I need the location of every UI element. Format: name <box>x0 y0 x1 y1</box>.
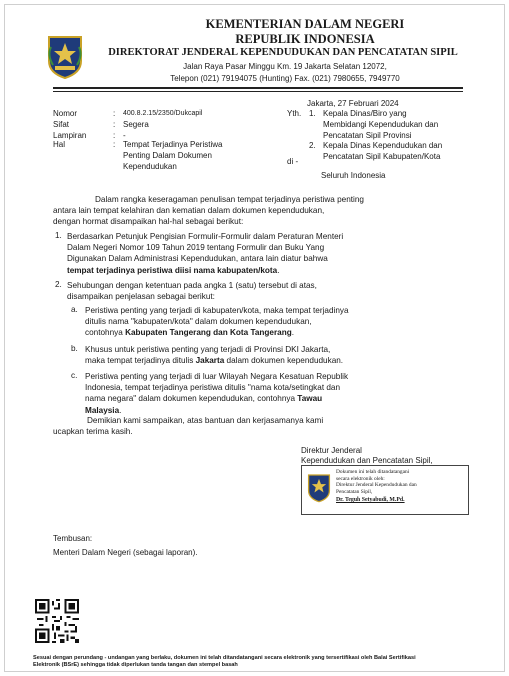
intro-line-1: Dalam rangka keseragaman penulisan tempat terjadinya peristiwa penting <box>95 195 364 204</box>
meta-sifat: Sifat : Segera <box>53 120 149 129</box>
cc-item: Menteri Dalam Negeri (sebagai laporan). <box>53 548 198 557</box>
e-signature-box <box>301 465 469 515</box>
point-2c: Peristiwa penting yang terjadi di luar Wilayah Negara Kesatuan Republik Indonesia, tempat terjadinya peristiwa ditulis "nama kota/setingkat dan nama negara" dalam dokumen kependudukan, contohnya Tawau Malaysia. <box>85 372 349 415</box>
letterhead-rule-thin <box>53 91 463 92</box>
letterhead-address: Jalan Raya Pasar Minggu Km. 19 Jakarta Selatan 12072, <box>183 62 387 71</box>
point-2: Sehubungan dengan ketentuan pada angka 1 (satu) tersebut di atas, disampaikan penjelasan sebagai berikut: <box>67 281 317 302</box>
closing-line-2: ucapkan terima kasih. <box>53 427 133 436</box>
letter-page: KEMENTERIAN DALAM NEGERI REPUBLIK INDONESIA DIREKTORAT JENDERAL KEPENDUDUKAN DAN PENCATATAN SIPIL Jalan Raya Pasar Minggu Km. 19 Jakarta Selatan 12072, Telepon (021) 79194075 (Hunting) Fax. (021) 7980655, 7949770 Jakarta, 27 Februari 2024 Nomor : 400.8.2.15/2350/Dukcapil Sifat : Segera Lampiran : - Hal : Tempat Terjadinya Peristiwa Penting Dalam Dokumen Kependudukan Yth. 1. Kepala Dinas/Biro yang Membidangi Kependudukan dan Pencatatan Sipil Provinsi 2. Kepala Dinas Kependudukan dan Pencatatan Sipil Kabupaten/Kota di - Seluruh Indonesia Dalam rangka keseragaman penulisan tempat terjadinya peristiwa penting antara lain tempat kelahiran dan kematian dalam dokumen kependudukan, dengan hormat disampaikan hal-hal sebagai berikut: 1. Berdasarkan Petunjuk Pengisian Formulir-Formulir dalam Peraturan Menteri Dalam Negeri Nomor 109 Tahun 2019 tentang Formulir dan Buku Yang Digunakan Dalam Administrasi Kependudukan, antara lain diatur bahwa tempat terjadinya peristiwa diisi nama kabupaten/kota. 2. Sehubungan dengan ketentuan pada angka 1 (satu) tersebut di atas, disampaikan penjelasan sebagai berikut: a. Peristiwa penting yang terjadi di kabupaten/kota, maka tempat terjadinya ditulis nama "kabupaten/kota" dalam dokumen kependudukan, contohnya Kabupaten Tangerang dan Kota Tangerang. b. Khusus untuk peristiwa penting yang terjadi di Provinsi DKI Jakarta, maka tempat terjadinya ditulis Jakarta dalam dokumen kependudukan. c. Peristiwa penting yang terjadi di luar Wilayah Negara Kesatuan Republik Indonesia, tempat terjadinya peristiwa ditulis "nama kota/setingkat dan nama negara" dalam dokumen kependudukan, contohnya Tawau Malaysia. Demikian kami sampaikan, atas bantuan dan kerjasamanya kami ucapkan terima kasih. Direktur Jenderal Kependudukan dan Pencatatan Sipil, Dokumen ini telah ditandatangani secara elektronik oleh: Direktur Jenderal Kependudukan dan Pencatatan Sipil, Dr. Teguh Setyabudi, M.Pd. Tembusan: Menteri Dalam Negeri (sebagai laporan). Sesuai dengan perundang - undangan yang berlaku, dokumen ini telah ditandatangani secara elektronik yang tersertifikasi oleh Balai Sertifikasi Elektronik (BSrE) sehingga tidak diperlukan tanda tangan dan stempel basah <box>4 4 505 672</box>
signatory-title-1: Direktur Jenderal <box>301 446 362 455</box>
qr-code-icon <box>35 599 79 643</box>
letter-date: Jakarta, 27 Februari 2024 <box>307 99 399 108</box>
meta-hal: Hal : Tempat Terjadinya Peristiwa Penting Dalam Dokumen Kependudukan <box>53 140 223 171</box>
intro-line-3: dengan hormat disampaikan hal-hal sebagai berikut: <box>53 217 244 226</box>
addressee-yth: Yth. <box>287 109 302 118</box>
point-2b: Khusus untuk peristiwa penting yang terjadi di Provinsi DKI Jakarta, maka tempat terjadinya ditulis Jakarta dalam dokumen kependudukan. <box>85 345 344 366</box>
ministry-emblem-icon <box>45 35 85 79</box>
closing-line-1: Demikian kami sampaikan, atas bantuan dan kerjasamanya kami <box>87 416 324 425</box>
letterhead-rule-thick <box>53 87 463 89</box>
letterhead-country: REPUBLIK INDONESIA <box>235 32 375 46</box>
cc-label: Tembusan: <box>53 534 93 543</box>
point-1: Berdasarkan Petunjuk Pengisian Formulir-Formulir dalam Peraturan Menteri Dalam Negeri Nomor 109 Tahun 2019 tentang Formulir dan Buku Yang Digunakan Dalam Administrasi Kependudukan, antara lain diatur bahwa tempat terjadinya peristiwa diisi nama kabupaten/kota. <box>67 232 344 275</box>
addressee-2: Kepala Dinas Kependudukan dan Pencatatan Sipil Kabupaten/Kota <box>323 141 443 161</box>
point-2a: Peristiwa penting yang terjadi di kabupaten/kota, maka tempat terjadinya ditulis nama "kabupaten/kota" dalam dokumen kependudukan, contohnya Kabupaten Tangerang dan Kota Tangerang. <box>85 306 349 338</box>
addressee-1: Kepala Dinas/Biro yang Membidangi Kependudukan dan Pencatatan Sipil Provinsi <box>323 109 439 140</box>
footer-legal-note: Sesuai dengan perundang - undangan yang berlaku, dokumen ini telah ditandatangani secara elektronik yang tersertifikasi oleh Balai Sertifikasi Elektronik (BSrE) sehingga tidak diperlukan tanda tangan dan stempel basah <box>33 655 416 668</box>
addressee-di: di - <box>287 157 299 166</box>
e-signature-text: Dokumen ini telah ditandatangani secara elektronik oleh: Direktur Jenderal Kependudukan dan Pencatatan Sipil, Dr. Teguh Setyabudi, M.Pd. <box>336 469 466 504</box>
signatory-title-2: Kependudukan dan Pencatatan Sipil, <box>301 456 433 465</box>
meta-lampiran: Lampiran : - <box>53 131 126 140</box>
addressee-place: Seluruh Indonesia <box>321 171 386 180</box>
letterhead-phone: Telepon (021) 79194075 (Hunting) Fax. (021) 7980655, 7949770 <box>170 74 400 83</box>
intro-line-2: antara lain tempat kelahiran dan kematian dalam dokumen kependudukan, <box>53 206 325 215</box>
meta-hal-value: Tempat Terjadinya Peristiwa Penting Dalam Dokumen Kependudukan <box>123 140 223 171</box>
signatory-name: Dr. Teguh Setyabudi, M.Pd. <box>336 497 405 504</box>
letterhead-directorate: DIREKTORAT JENDERAL KEPENDUDUKAN DAN PENCATATAN SIPIL <box>108 47 458 58</box>
meta-nomor: Nomor : 400.8.2.15/2350/Dukcapil <box>53 109 203 118</box>
letterhead-ministry: KEMENTERIAN DALAM NEGERI <box>205 17 405 31</box>
ministry-emblem-small-icon <box>306 472 332 504</box>
